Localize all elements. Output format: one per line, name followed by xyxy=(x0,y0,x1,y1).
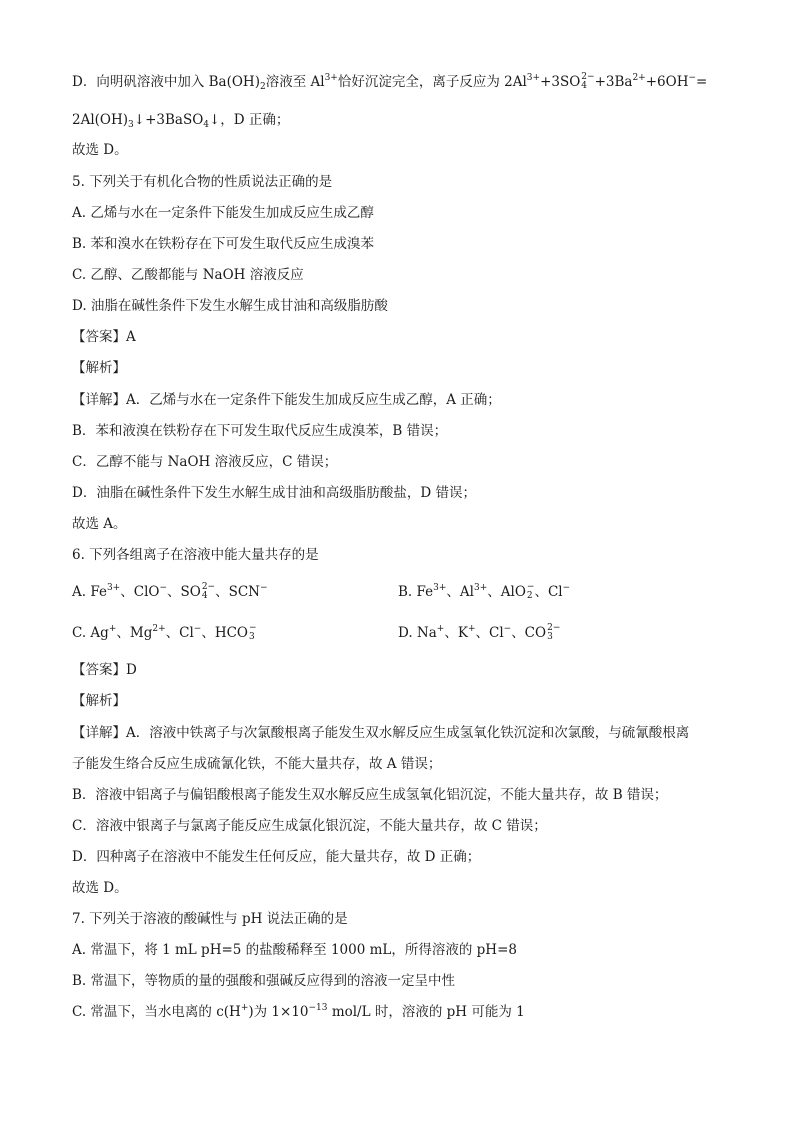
q7-option-c: C. 常温下，当水电离的 c(H+)为 $1\times 10^{-13}$ mol/L 时，溶液的 pH 可能为 1 xyxy=(72,1003,525,1020)
q7-option-b: B. 常温下，等物质的量的强酸和强碱反应得到的溶液一定呈中性 xyxy=(72,973,456,989)
answer-value: D xyxy=(126,662,137,678)
q5-conclusion: 故选 A。 xyxy=(72,516,127,532)
q6-analysis-tag: 【解析】 xyxy=(72,693,126,709)
answer-value: A xyxy=(126,329,136,345)
q6-conclusion: 故选 D。 xyxy=(72,880,128,896)
q5-detail-c: C．乙醇不能与 NaOH 溶液反应，C 错误； xyxy=(72,454,338,470)
q4-option-d-line1: D．向明矾溶液中加入 $Ba(OH)_2$溶液至 $Al^{3+}$恰好沉淀完全，离子反应为 $2Al^{3+}+3SO$ 2− 4 $+3Ba^{2+}+6OH^-=$ xyxy=(72,71,708,92)
q5-option-c: C. 乙醇、乙酸都能与 NaOH 溶液反应 xyxy=(72,267,304,283)
q5-option-b: B. 苯和溴水在铁粉存在下可发生取代反应生成溴苯 xyxy=(72,236,375,252)
q6-detail-d: D．四种离子在溶液中不能发生任何反应，能大量共存，故 D 正确； xyxy=(72,849,481,865)
q7-option-a: A. 常温下，将 1 mL pH=5 的盐酸稀释至 1000 mL，所得溶液的 pH=8 xyxy=(72,942,517,958)
q5-answer xyxy=(72,327,136,347)
q6-detail-a-line1: 【详解】A．溶液中铁离子与次氯酸根离子能发生双水解反应生成氢氧化铁沉淀和次氯酸，与硫氰酸根离 xyxy=(72,725,690,741)
q5-stem: 5. 下列关于有机化合物的性质说法正确的是 xyxy=(72,174,333,190)
q7-stem: 7. 下列关于溶液的酸碱性与 pH 说法正确的是 xyxy=(72,911,348,927)
q6-option-b: B. $Fe^{3+}$、$Al^{3+}$、AlO − 2 、Cl− xyxy=(398,581,571,601)
q6-detail-a-line2: 子能发生络合反应生成硫氰化铁，不能大量共存，故 A 错误； xyxy=(72,756,442,772)
q4-option-d-line2: $2Al(OH)_3↓+3BaSO_4↓$，D 正确； xyxy=(72,112,290,130)
q5-detail-b: B．苯和液溴在铁粉存在下可发生取代反应生成溴苯，B 错误； xyxy=(72,423,448,439)
q6-detail-b: B．溶液中铝离子与偏铝酸根离子能发生双水解反应生成氢氧化铝沉淀，不能大量共存，故 B 错误； xyxy=(72,787,668,803)
q6-option-c: C. Ag+、$Mg^{2+}$、Cl−、HCO − 3 xyxy=(72,622,257,642)
answer-tag: 【答案】 xyxy=(72,662,126,678)
q5-detail-a: 【详解】A．乙烯与水在一定条件下能发生加成反应生成乙醇，A 正确； xyxy=(72,392,501,408)
q5-detail-d: D．油脂在碱性条件下发生水解生成甘油和高级脂肪酸盐，D 错误； xyxy=(72,485,476,501)
q6-option-a: A. $Fe^{3+}$、ClO−、SO 2− 4 、SCN− xyxy=(72,581,268,601)
q5-analysis-tag: 【解析】 xyxy=(72,360,126,376)
q6-answer xyxy=(72,660,137,680)
q4-conclusion: 故选 D。 xyxy=(72,142,128,158)
answer-tag: 【答案】 xyxy=(72,329,126,345)
q5-option-a: A. 乙烯与水在一定条件下能发生加成反应生成乙醇 xyxy=(72,205,374,221)
q6-option-d: D. Na+、K+、Cl−、CO 2− 3 xyxy=(398,622,561,642)
q5-option-d: D. 油脂在碱性条件下发生水解生成甘油和高级脂肪酸 xyxy=(72,298,388,314)
q6-stem: 6. 下列各组离子在溶液中能大量共存的是 xyxy=(72,547,319,563)
q6-detail-c: C．溶液中银离子与氯离子能反应生成氯化银沉淀，不能大量共存，故 C 错误； xyxy=(72,818,547,834)
